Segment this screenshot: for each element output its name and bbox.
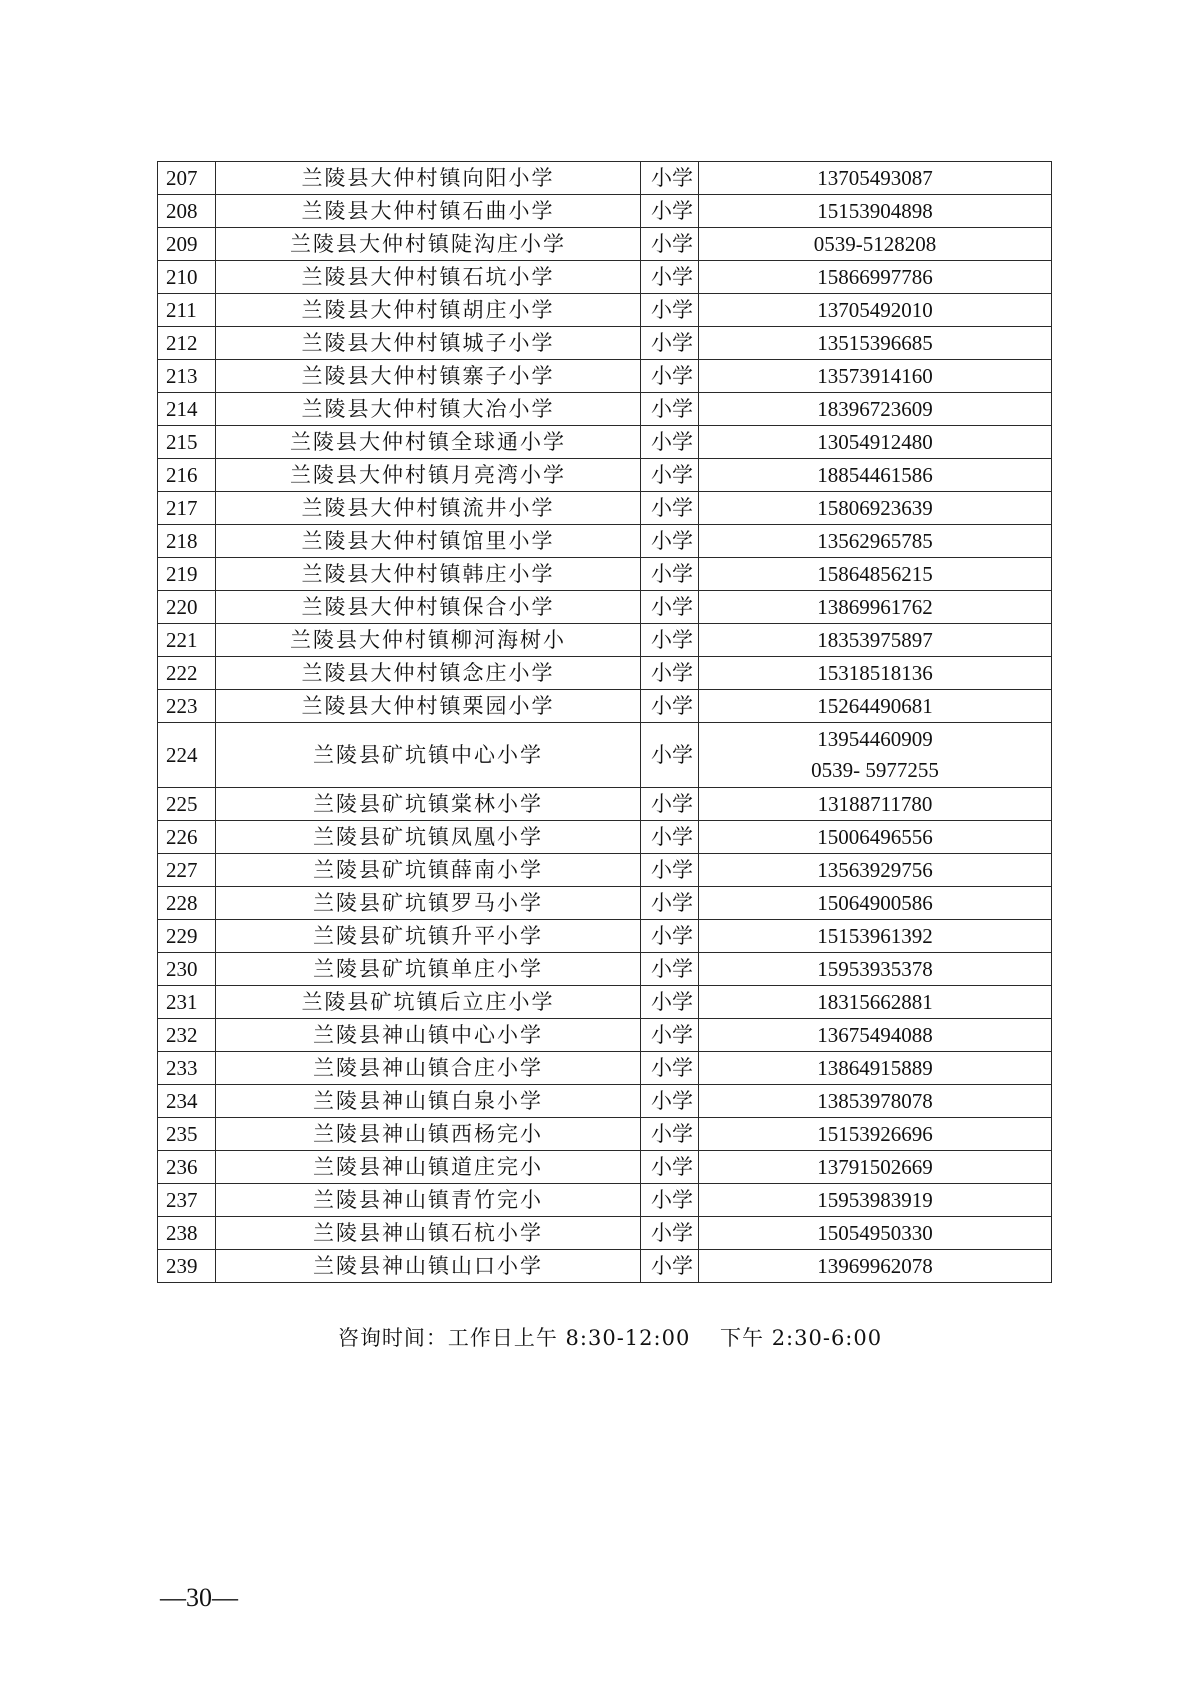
phone-cell — [699, 986, 1052, 1019]
school-type: 小学 — [641, 690, 699, 723]
school-name: 兰陵县神山镇道庄完小 — [216, 1151, 641, 1184]
school-type: 小学 — [641, 821, 699, 854]
table-row — [158, 1085, 1052, 1118]
school-type: 小学 — [641, 492, 699, 525]
table-row — [158, 624, 1052, 657]
row-number: 230 — [158, 953, 216, 986]
school-type: 小学 — [641, 426, 699, 459]
phone-cell — [699, 360, 1052, 393]
table-row — [158, 821, 1052, 854]
school-name: 兰陵县神山镇青竹完小 — [216, 1184, 641, 1217]
school-name: 兰陵县大仲村镇向阳小学 — [216, 162, 641, 195]
phone-cell — [699, 690, 1052, 723]
table-row — [158, 1052, 1052, 1085]
school-name: 兰陵县大仲村镇石坑小学 — [216, 261, 641, 294]
row-number: 224 — [158, 723, 216, 788]
phone-number: 15264490681 — [817, 693, 933, 718]
school-name: 兰陵县矿坑镇中心小学 — [216, 723, 641, 788]
school-type: 小学 — [641, 261, 699, 294]
phone-cell — [699, 1019, 1052, 1052]
phone-cell — [699, 591, 1052, 624]
table-row — [158, 558, 1052, 591]
school-name: 兰陵县大仲村镇流井小学 — [216, 492, 641, 525]
table-row — [158, 1118, 1052, 1151]
table-row — [158, 1250, 1052, 1283]
table-row — [158, 1151, 1052, 1184]
school-type: 小学 — [641, 624, 699, 657]
table-row — [158, 1217, 1052, 1250]
consultation-morning: 咨询时间：工作日上午 8:30-12:00 — [337, 1326, 691, 1350]
phone-cell — [699, 459, 1052, 492]
phone-cell — [699, 228, 1052, 261]
school-type: 小学 — [641, 723, 699, 788]
table-row — [158, 1184, 1052, 1217]
table-row — [158, 591, 1052, 624]
school-name: 兰陵县大仲村镇月亮湾小学 — [216, 459, 641, 492]
phone-cell — [699, 788, 1052, 821]
school-type: 小学 — [641, 162, 699, 195]
school-name: 兰陵县神山镇石杭小学 — [216, 1217, 641, 1250]
phone-number: 13705493087 — [817, 165, 933, 190]
phone-number: 13969962078 — [817, 1253, 933, 1278]
school-type: 小学 — [641, 558, 699, 591]
school-type: 小学 — [641, 920, 699, 953]
phone-cell — [699, 294, 1052, 327]
school-name: 兰陵县矿坑镇单庄小学 — [216, 953, 641, 986]
row-number: 231 — [158, 986, 216, 1019]
row-number: 234 — [158, 1085, 216, 1118]
phone-cell — [699, 920, 1052, 953]
school-name: 兰陵县大仲村镇城子小学 — [216, 327, 641, 360]
phone-number: 13853978078 — [817, 1088, 933, 1113]
school-type: 小学 — [641, 1118, 699, 1151]
school-name: 兰陵县大仲村镇寨子小学 — [216, 360, 641, 393]
school-type: 小学 — [641, 657, 699, 690]
phone-number: 13515396685 — [817, 330, 933, 355]
phone-cell — [699, 1085, 1052, 1118]
school-name: 兰陵县矿坑镇棠林小学 — [216, 788, 641, 821]
table-row — [158, 294, 1052, 327]
consultation-hours — [0, 1322, 1200, 1352]
school-name: 兰陵县大仲村镇韩庄小学 — [216, 558, 641, 591]
school-type: 小学 — [641, 1019, 699, 1052]
phone-number: 13864915889 — [817, 1055, 933, 1080]
phone-number: 13563929756 — [817, 857, 933, 882]
school-name: 兰陵县神山镇山口小学 — [216, 1250, 641, 1283]
phone-cell — [699, 854, 1052, 887]
table-row — [158, 393, 1052, 426]
row-number: 222 — [158, 657, 216, 690]
row-number: 208 — [158, 195, 216, 228]
table-row — [158, 195, 1052, 228]
phone-number: 0539- 5977255 — [811, 758, 939, 782]
table-row — [158, 261, 1052, 294]
table-row — [158, 459, 1052, 492]
row-number: 235 — [158, 1118, 216, 1151]
row-number: 238 — [158, 1217, 216, 1250]
phone-cell — [699, 558, 1052, 591]
phone-cell — [699, 1151, 1052, 1184]
school-name: 兰陵县大仲村镇陡沟庄小学 — [216, 228, 641, 261]
phone-cell — [699, 1217, 1052, 1250]
phone-number: 15054950330 — [817, 1220, 933, 1245]
phone-cell — [699, 393, 1052, 426]
phone-cell — [699, 624, 1052, 657]
row-number: 237 — [158, 1184, 216, 1217]
school-type: 小学 — [641, 393, 699, 426]
row-number: 219 — [158, 558, 216, 591]
phone-number: 15006496556 — [817, 824, 933, 849]
phone-number: 15064900586 — [817, 890, 933, 915]
phone-cell — [699, 953, 1052, 986]
row-number: 217 — [158, 492, 216, 525]
row-number: 239 — [158, 1250, 216, 1283]
phone-number: 15153926696 — [817, 1121, 933, 1146]
school-type: 小学 — [641, 327, 699, 360]
phone-cell — [699, 327, 1052, 360]
phone-number: 13054912480 — [817, 429, 933, 454]
school-name: 兰陵县矿坑镇罗马小学 — [216, 887, 641, 920]
phone-cell — [699, 261, 1052, 294]
school-name: 兰陵县矿坑镇薛南小学 — [216, 854, 641, 887]
phone-number: 18315662881 — [817, 989, 933, 1014]
table-row — [158, 162, 1052, 195]
phone-cell — [699, 1118, 1052, 1151]
phone-number: 15953935378 — [817, 956, 933, 981]
phone-number: 15953983919 — [817, 1187, 933, 1212]
phone-number: 13188711780 — [817, 791, 933, 816]
school-name: 兰陵县大仲村镇胡庄小学 — [216, 294, 641, 327]
row-number: 226 — [158, 821, 216, 854]
row-number: 214 — [158, 393, 216, 426]
phone-cell — [699, 821, 1052, 854]
page-number: —30— — [160, 1583, 238, 1612]
school-type: 小学 — [641, 887, 699, 920]
school-type: 小学 — [641, 1217, 699, 1250]
phone-number: 15153904898 — [817, 198, 933, 223]
table-row — [158, 887, 1052, 920]
table-row — [158, 360, 1052, 393]
phone-number: 13869961762 — [817, 594, 933, 619]
table-row — [158, 854, 1052, 887]
table-row — [158, 920, 1052, 953]
school-name: 兰陵县大仲村镇念庄小学 — [216, 657, 641, 690]
row-number: 216 — [158, 459, 216, 492]
school-name: 兰陵县大仲村镇栗园小学 — [216, 690, 641, 723]
phone-cell — [699, 1052, 1052, 1085]
phone-cell — [699, 887, 1052, 920]
phone-number: 15318518136 — [817, 660, 933, 685]
phone-number: 15864856215 — [817, 561, 933, 586]
school-type: 小学 — [641, 591, 699, 624]
school-contact-table — [157, 161, 1052, 1283]
phone-number: 15153961392 — [817, 923, 933, 948]
school-type: 小学 — [641, 1151, 699, 1184]
school-name: 兰陵县神山镇合庄小学 — [216, 1052, 641, 1085]
phone-cell — [699, 1184, 1052, 1217]
school-type: 小学 — [641, 1052, 699, 1085]
table-row — [158, 525, 1052, 558]
phone-number: 0539-5128208 — [813, 231, 937, 256]
table-row — [158, 953, 1052, 986]
table-body — [158, 162, 1052, 1283]
school-name: 兰陵县矿坑镇升平小学 — [216, 920, 641, 953]
phone-number: 13562965785 — [817, 528, 933, 553]
school-type: 小学 — [641, 1085, 699, 1118]
school-name: 兰陵县大仲村镇柳河海树小 — [216, 624, 641, 657]
phone-cell — [699, 162, 1052, 195]
phone-number: 18396723609 — [817, 396, 933, 421]
phone-cell — [699, 1250, 1052, 1283]
school-name: 兰陵县神山镇中心小学 — [216, 1019, 641, 1052]
row-number: 215 — [158, 426, 216, 459]
school-type: 小学 — [641, 986, 699, 1019]
row-number: 218 — [158, 525, 216, 558]
school-name: 兰陵县神山镇西杨完小 — [216, 1118, 641, 1151]
table-row — [158, 788, 1052, 821]
table-row — [158, 492, 1052, 525]
school-name: 兰陵县神山镇白泉小学 — [216, 1085, 641, 1118]
school-name: 兰陵县矿坑镇后立庄小学 — [216, 986, 641, 1019]
school-name: 兰陵县矿坑镇凤凰小学 — [216, 821, 641, 854]
school-type: 小学 — [641, 788, 699, 821]
table-row — [158, 1019, 1052, 1052]
table-row — [158, 228, 1052, 261]
school-type: 小学 — [641, 525, 699, 558]
row-number: 213 — [158, 360, 216, 393]
school-name: 兰陵县大仲村镇保合小学 — [216, 591, 641, 624]
school-name: 兰陵县大仲村镇大冶小学 — [216, 393, 641, 426]
school-type: 小学 — [641, 459, 699, 492]
table-row — [158, 327, 1052, 360]
row-number: 207 — [158, 162, 216, 195]
phone-number: 15806923639 — [817, 495, 933, 520]
row-number: 232 — [158, 1019, 216, 1052]
row-number: 225 — [158, 788, 216, 821]
row-number: 223 — [158, 690, 216, 723]
row-number: 211 — [158, 294, 216, 327]
phone-number: 13791502669 — [817, 1154, 933, 1179]
phone-number: 13675494088 — [817, 1022, 933, 1047]
row-number: 236 — [158, 1151, 216, 1184]
row-number: 229 — [158, 920, 216, 953]
school-name: 兰陵县大仲村镇石曲小学 — [216, 195, 641, 228]
table-row — [158, 426, 1052, 459]
phone-number: 13573914160 — [817, 363, 933, 388]
table-row — [158, 986, 1052, 1019]
consultation-afternoon: 下午 2:30-6:00 — [720, 1326, 883, 1350]
row-number: 228 — [158, 887, 216, 920]
row-number: 212 — [158, 327, 216, 360]
phone-number: 13705492010 — [817, 297, 933, 322]
school-type: 小学 — [641, 854, 699, 887]
phone-cell — [699, 525, 1052, 558]
table-row — [158, 657, 1052, 690]
row-number: 209 — [158, 228, 216, 261]
phone-cell — [699, 426, 1052, 459]
phone-number: 13954460909 — [817, 727, 933, 751]
phone-cell — [699, 723, 1052, 788]
phone-number: 18854461586 — [817, 462, 933, 487]
row-number: 221 — [158, 624, 216, 657]
row-number: 220 — [158, 591, 216, 624]
school-type: 小学 — [641, 228, 699, 261]
school-type: 小学 — [641, 1250, 699, 1283]
phone-number: 18353975897 — [817, 627, 933, 652]
table-row — [158, 690, 1052, 723]
phone-cell — [699, 492, 1052, 525]
school-type: 小学 — [641, 360, 699, 393]
school-type: 小学 — [641, 195, 699, 228]
table-row — [158, 723, 1052, 788]
phone-cell — [699, 195, 1052, 228]
row-number: 227 — [158, 854, 216, 887]
school-type: 小学 — [641, 294, 699, 327]
phone-cell — [699, 657, 1052, 690]
phone-number: 15866997786 — [817, 264, 933, 289]
school-type: 小学 — [641, 953, 699, 986]
row-number: 233 — [158, 1052, 216, 1085]
school-type: 小学 — [641, 1184, 699, 1217]
school-name: 兰陵县大仲村镇全球通小学 — [216, 426, 641, 459]
school-name: 兰陵县大仲村镇馆里小学 — [216, 525, 641, 558]
row-number: 210 — [158, 261, 216, 294]
